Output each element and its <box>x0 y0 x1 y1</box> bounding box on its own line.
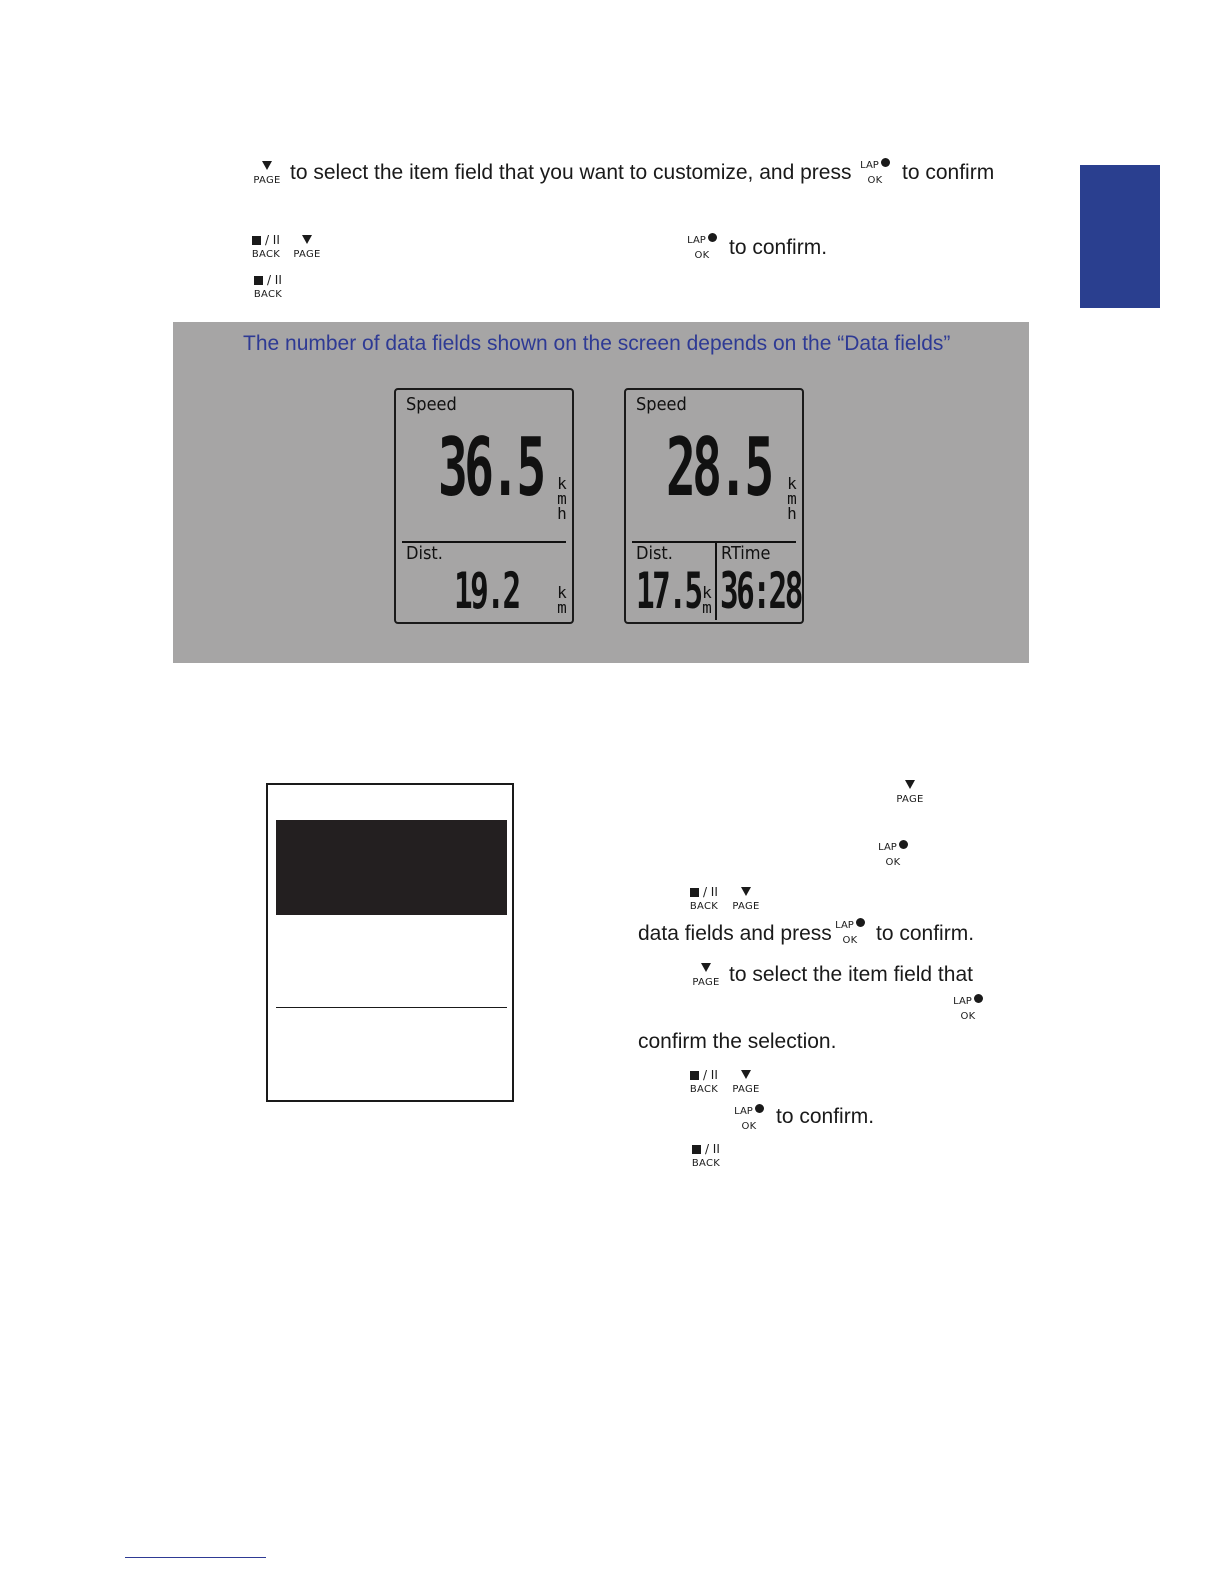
speed-unit: kmh <box>557 474 567 523</box>
dist-value: 19.2 <box>454 562 519 620</box>
page-button-icon: PAGE <box>683 962 729 998</box>
highlighted-field <box>276 820 507 915</box>
note-panel <box>173 322 1029 663</box>
speed-unit: kmh <box>787 474 797 523</box>
lcd-screen-two-fields <box>394 388 574 624</box>
back-button-icon: / II BACK <box>689 1068 719 1095</box>
page-button-icon: PAGE <box>723 1069 769 1105</box>
back-button-icon: / II BACK <box>253 273 283 300</box>
footer-link-underline <box>125 1557 266 1558</box>
lap-ok-button-icon: LAP OK <box>852 158 898 194</box>
note-text: The number of data fields shown on the screen depends on the “Data fields” <box>243 332 951 355</box>
lcd-screen-three-fields <box>624 388 804 624</box>
back-button-icon: / II BACK <box>691 1142 721 1169</box>
step-confirm-selection-text: confirm the selection. <box>638 1030 837 1053</box>
lap-ok-button-icon: LAP OK <box>870 840 916 876</box>
device-screen-illustration <box>266 783 514 1102</box>
dist-unit: km <box>557 583 567 617</box>
speed-label: Speed <box>406 394 457 415</box>
back-button-icon: / II BACK <box>251 233 281 260</box>
rtime-value: 36:28 <box>720 562 801 620</box>
lap-ok-button-icon: LAP OK <box>827 918 873 954</box>
page-button-icon: PAGE <box>887 779 933 815</box>
dist-label: Dist. <box>636 543 673 564</box>
step-confirm-text: to confirm. <box>876 922 975 945</box>
page-button-icon: PAGE <box>723 886 769 922</box>
lap-ok-button-icon: LAP OK <box>945 994 991 1030</box>
step-data-fields-text: data fields and press <box>638 922 832 945</box>
dist-value: 17.5 <box>636 562 701 620</box>
dist-label: Dist. <box>406 543 443 564</box>
back-button-icon: / II BACK <box>689 885 719 912</box>
step-select-item-text: to select the item field that <box>729 963 973 986</box>
dist-unit: km <box>702 583 712 617</box>
chapter-tab <box>1080 165 1160 308</box>
lap-ok-button-icon: LAP OK <box>679 233 725 269</box>
step2-text-end: to confirm. <box>729 236 828 259</box>
step-confirm-text: to confirm. <box>776 1105 875 1128</box>
field-divider <box>276 1007 507 1008</box>
page-button-icon: PAGE <box>284 234 330 270</box>
speed-value: 28.5 <box>666 421 771 514</box>
speed-value: 36.5 <box>438 421 543 514</box>
divider-vertical <box>715 543 717 620</box>
rtime-label: RTime <box>721 543 771 564</box>
step1-text-end: to confirm <box>902 161 995 184</box>
page-button-icon: PAGE <box>244 160 290 196</box>
speed-label: Speed <box>636 394 687 415</box>
step1-text: to select the item field that you want to customize, and press <box>290 161 852 184</box>
lap-ok-button-icon: LAP OK <box>726 1104 772 1140</box>
